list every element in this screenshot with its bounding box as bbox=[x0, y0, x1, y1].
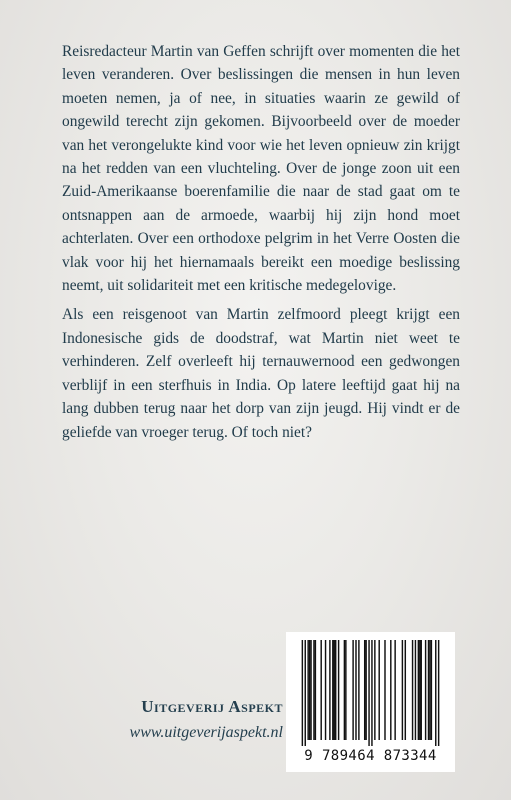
barcode-bar bbox=[334, 640, 335, 740]
barcode-bar bbox=[365, 640, 366, 740]
barcode-bars bbox=[296, 640, 445, 746]
blurb-paragraph-1: Reisredacteur Martin van Geffen schrijft over momenten die het leven veranderen. Over beslissingen die mensen in hun leven moeten nemen, ja of nee, in situaties waarin ze gewild of ongewild terecht zijn gekomen. Bijvoorbeeld over de moeder van het verongelukte kind voor wie het leven opnieuw zin krijgt na het redden van een vluchteling. Over de jonge zoon uit een Zuid-Amerikaanse boerenfamilie die naar de stad gaat om te ontsnappen aan de armoede, waarbij hij zijn hond moet achterlaten. Over een orthodoxe pelgrim in het Verre Oosten die vlak voor hij het hiernamaals bereikt een moedige beslissing neemt, uit solidariteit met een kritische medegelovige. bbox=[62, 43, 460, 295]
barcode-bar bbox=[325, 640, 326, 740]
barcode-bar bbox=[364, 640, 365, 740]
barcode-bar bbox=[309, 640, 310, 740]
barcode-bar bbox=[419, 640, 420, 740]
barcode-bar bbox=[329, 640, 330, 740]
barcode-bar bbox=[368, 640, 369, 746]
barcode-bar bbox=[310, 640, 311, 740]
barcode-bar bbox=[378, 640, 379, 740]
barcode-bar bbox=[415, 640, 416, 740]
barcode-bar bbox=[438, 640, 439, 746]
barcode-bar bbox=[320, 640, 321, 740]
barcode-bar bbox=[352, 640, 353, 740]
barcode-bar bbox=[344, 640, 345, 740]
barcode-bar bbox=[335, 640, 336, 740]
barcode-bar bbox=[390, 640, 391, 740]
barcode-bar bbox=[374, 640, 375, 740]
isbn-barcode bbox=[286, 632, 455, 772]
barcode-bar bbox=[431, 640, 432, 740]
barcode-bar bbox=[384, 640, 385, 740]
barcode-bar bbox=[402, 640, 403, 740]
barcode-bar bbox=[394, 640, 395, 740]
barcode-bar bbox=[307, 640, 308, 740]
barcode-bar bbox=[355, 640, 356, 740]
barcode-bar bbox=[425, 640, 426, 740]
barcode-bar bbox=[418, 640, 419, 740]
barcode-bar bbox=[338, 640, 339, 740]
blurb-paragraph-2: Als een reisgenoot van Martin zelfmoord pleegt krijgt een Indonesische gids de doodstraf, wat Martin niet weet te verhinderen. Zelf overleeft hij ternauwernood een gedwongen verblijf in een sterfhuis in India. Op latere leeftijd gaat hij na lang dubben terug naar het dorp van zijn jeugd. Hij vindt er de geliefde van vroeger terug. Of toch niet? bbox=[62, 306, 460, 441]
barcode-bar bbox=[358, 640, 359, 740]
barcode-bar bbox=[412, 640, 413, 740]
barcode-bar bbox=[315, 640, 316, 740]
barcode-bar bbox=[371, 640, 372, 746]
barcode-bar bbox=[345, 640, 346, 740]
barcode-bar bbox=[302, 640, 303, 746]
barcode-bar bbox=[313, 640, 314, 740]
barcode-bar bbox=[428, 640, 429, 740]
barcode-bar bbox=[305, 640, 306, 746]
barcode-bar bbox=[405, 640, 406, 740]
back-cover-blurb bbox=[62, 40, 460, 450]
barcode-bar bbox=[435, 640, 436, 746]
publisher-name: Uitgeverij Aspekt bbox=[141, 697, 283, 716]
barcode-bar bbox=[421, 640, 422, 740]
isbn-number: 9 789464 873344 bbox=[304, 748, 437, 764]
publisher-website: www.uitgeverijaspekt.nl bbox=[129, 724, 283, 741]
barcode-bar bbox=[332, 640, 333, 740]
barcode-bar bbox=[429, 640, 430, 740]
